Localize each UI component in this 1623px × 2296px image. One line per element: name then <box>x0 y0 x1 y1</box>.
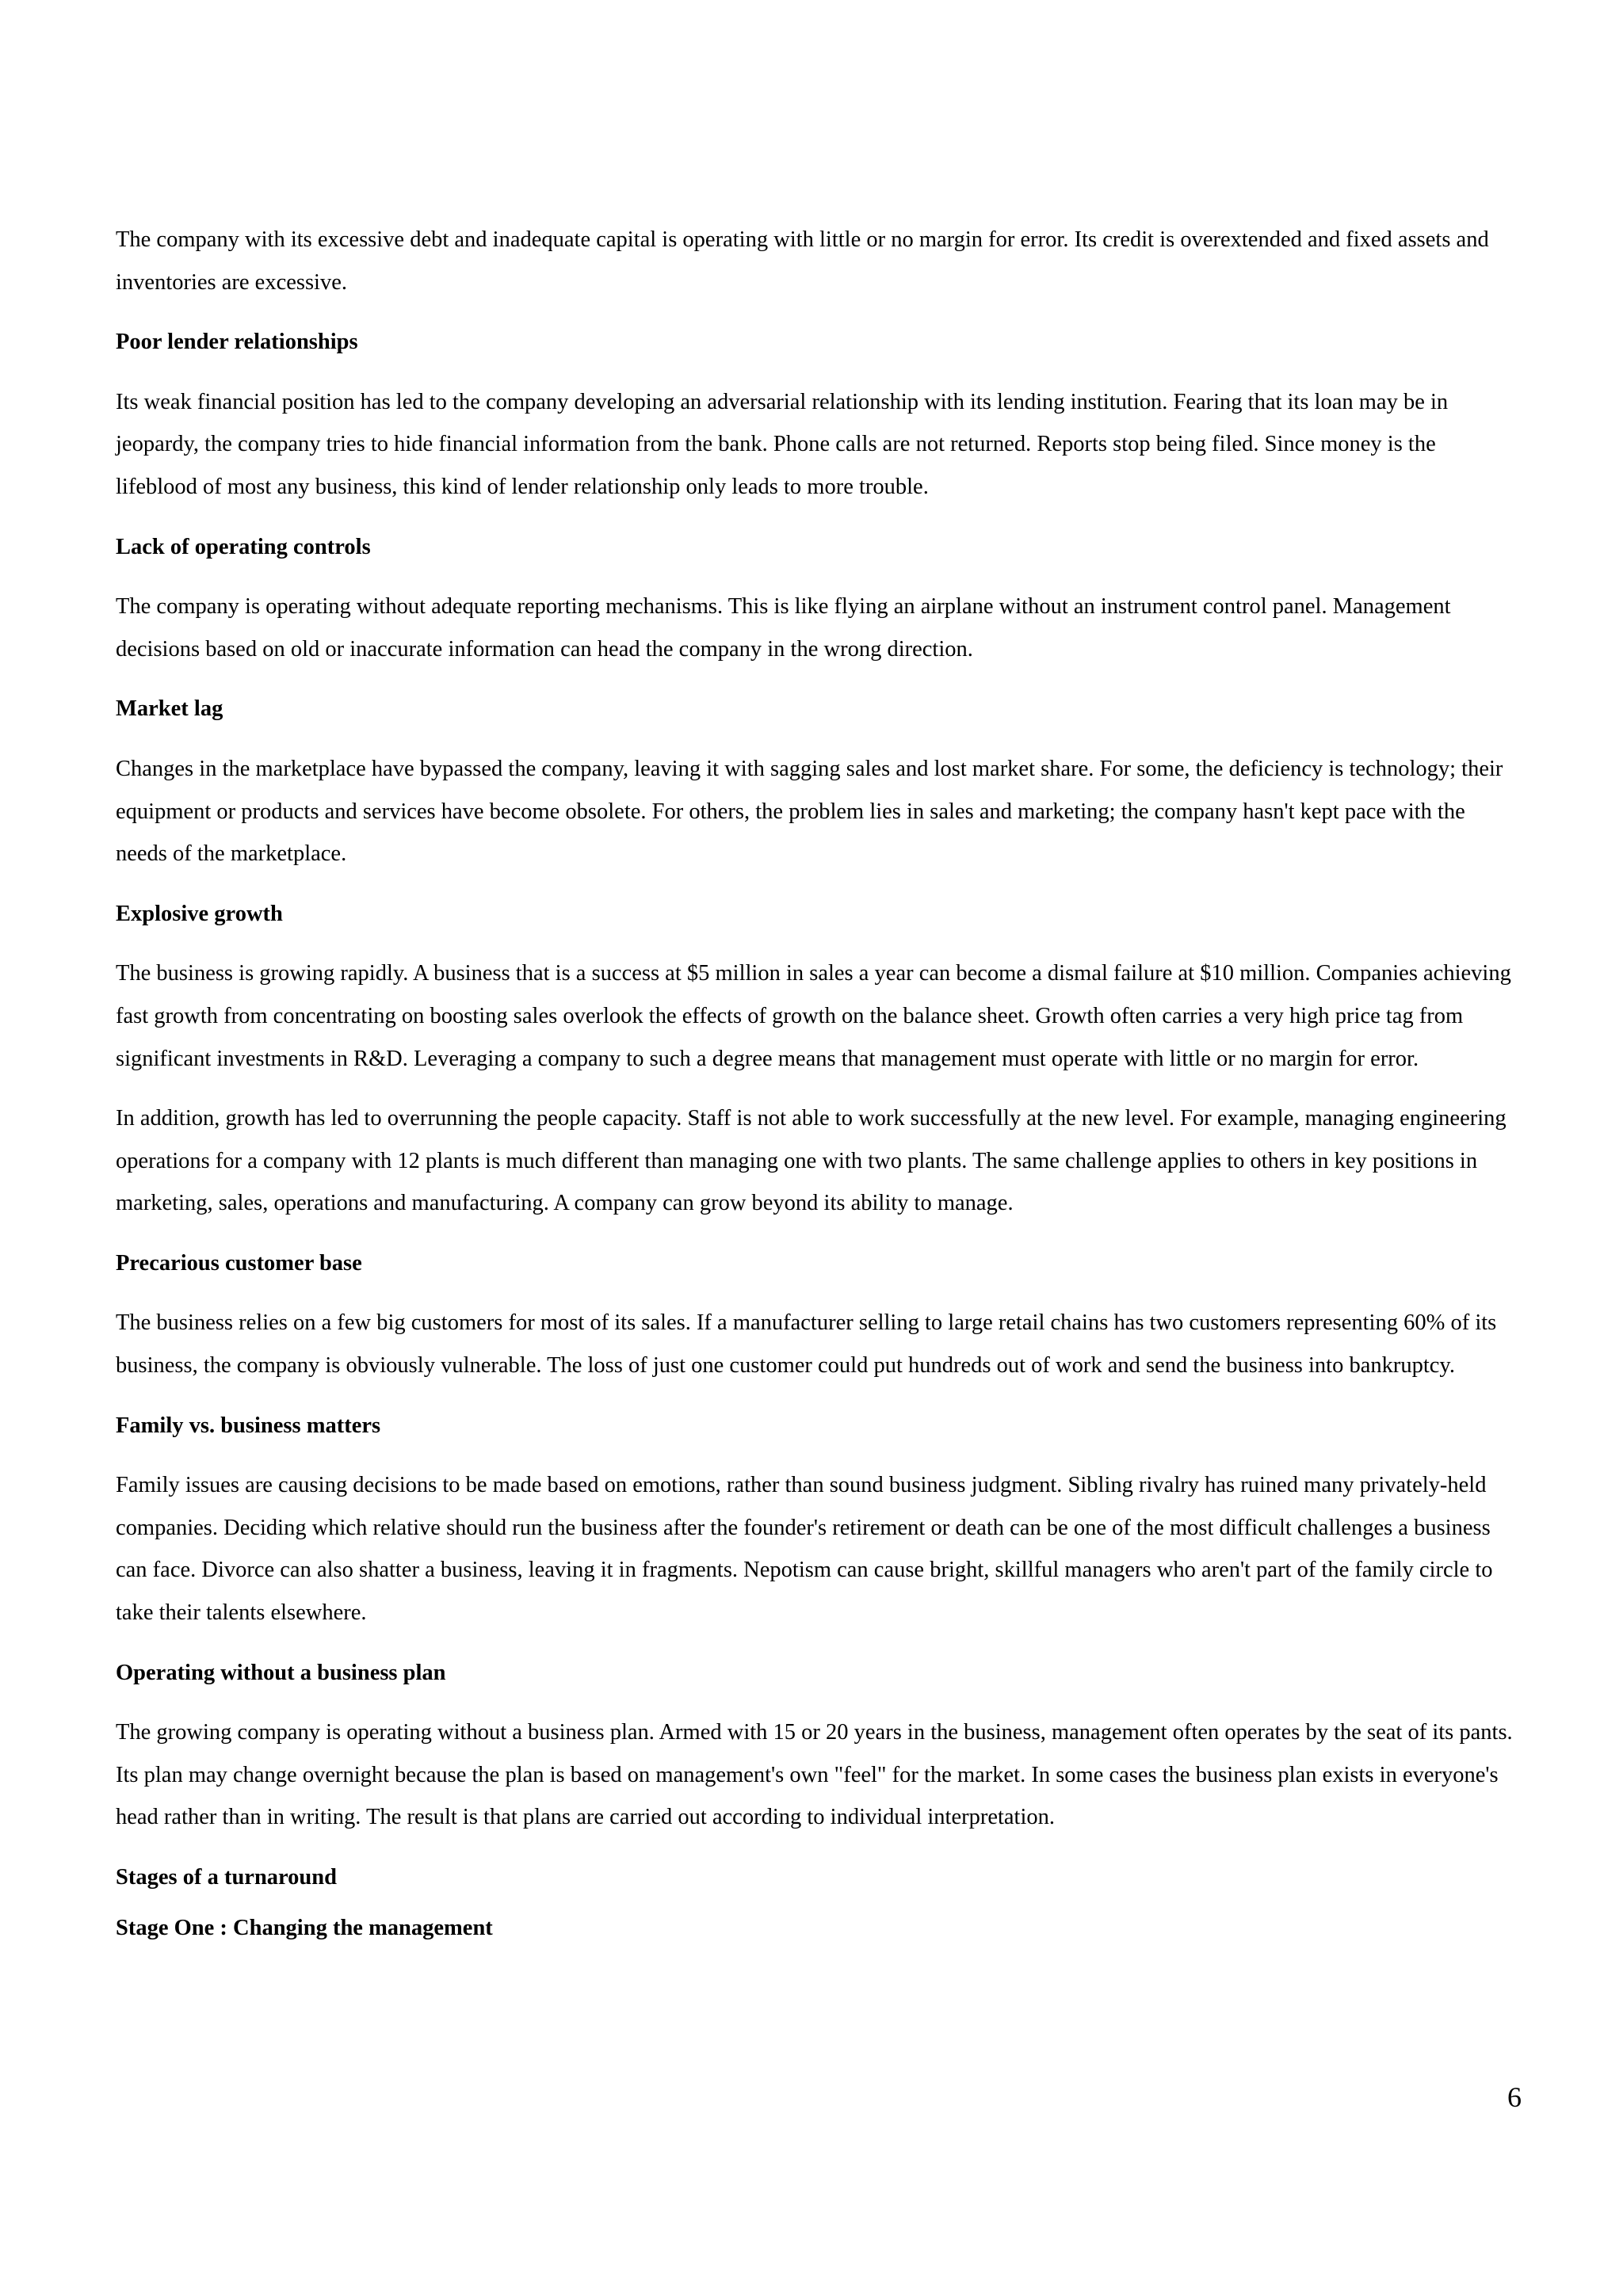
heading-market-lag: Market lag <box>116 696 223 722</box>
paragraph-family-issues: Family issues are causing decisions to be made based on emotions, rather than sound business judgment. Sibling rivalry has ruined many privately-held companies. Deciding which relative should run the business after the founder's retirement or death can be one of the most difficult challenges a business can face. Divorce can also shatter a business, leaving it in fragments. Nepotism can cause bright, skillful managers who aren't part of the family circle to take their talents elsewhere. <box>116 1473 1493 1626</box>
paragraph-lender-relationships: Its weak financial position has led to the company developing an adversarial relationship with its lending institution. Fearing that its loan may be in jeopardy, the company tries to hide financial information from the bank. Phone calls are not returned. Reports stop being filed. Since money is the lifeblood of most any business, this kind of lender relationship only leads to more trouble. <box>116 389 1449 499</box>
page-number: 6 <box>1507 2081 1522 2113</box>
paragraph-business-plan: The growing company is operating without a business plan. Armed with 15 or 20 years in the business, management often operates by the seat of its pants. Its plan may change overnight because the plan is based on management's own "feel" for the market. In some cases the business plan exists in everyone's head rather than in writing. The result is that plans are carried out according to individual interpretation. <box>116 1720 1513 1830</box>
heading-explosive-growth: Explosive growth <box>116 901 283 926</box>
paragraph-market-lag: Changes in the marketplace have bypassed the company, leaving it with sagging sales and lost market share. For some, the deficiency is technology; their equipment or products and services have become obsolete. For others, the problem lies in sales and marketing; the company hasn't kept pace with the needs of the marketplace. <box>116 756 1503 867</box>
heading-family-vs-business: Family vs. business matters <box>116 1413 381 1438</box>
paragraph-customer-base: The business relies on a few big customers for most of its sales. If a manufacturer selling to large retail chains has two customers representing 60% of its business, the company is obviously vulnerable. The loss of just one customer could put hundreds out of work and send the business into bankruptcy. <box>116 1310 1497 1379</box>
heading-lack-of-operating-controls: Lack of operating controls <box>116 534 371 559</box>
paragraph-debt-capital: The company with its excessive debt and inadequate capital is operating with little or no margin for error. Its credit is overextended and fixed assets and inventories are excessive. <box>116 227 1489 295</box>
heading-operating-without-plan: Operating without a business plan <box>116 1660 446 1685</box>
document-page <box>116 219 1518 1966</box>
heading-poor-lender-relationships: Poor lender relationships <box>116 330 358 355</box>
paragraph-explosive-growth: The business is growing rapidly. A business that is a success at $5 million in sales a year can become a dismal failure at $10 million. Companies achieving fast growth from concentrating on boosting sales overlook the effects of growth on the balance sheet. Growth often carries a very high price tag from significant investments in R&D. Leveraging a company to such a degree means that management must operate with little or no margin for error. <box>116 961 1511 1071</box>
paragraph-people-capacity: In addition, growth has led to overrunning the people capacity. Staff is not able to work successfully at the new level. For example, managing engineering operations for a company with 12 plants is much different than managing one with two plants. The same challenge applies to others in key positions in marketing, sales, operations and manufacturing. A company can grow beyond its ability to manage. <box>116 1106 1507 1216</box>
heading-stage-one: Stage One : Changing the management <box>116 1915 493 1940</box>
heading-precarious-customer-base: Precarious customer base <box>116 1250 362 1276</box>
paragraph-operating-controls: The company is operating without adequate reporting mechanisms. This is like flying an airplane without an instrument control panel. Management decisions based on old or inaccurate information can head the company in the wrong direction. <box>116 594 1451 662</box>
heading-stages-of-turnaround: Stages of a turnaround <box>116 1865 337 1890</box>
